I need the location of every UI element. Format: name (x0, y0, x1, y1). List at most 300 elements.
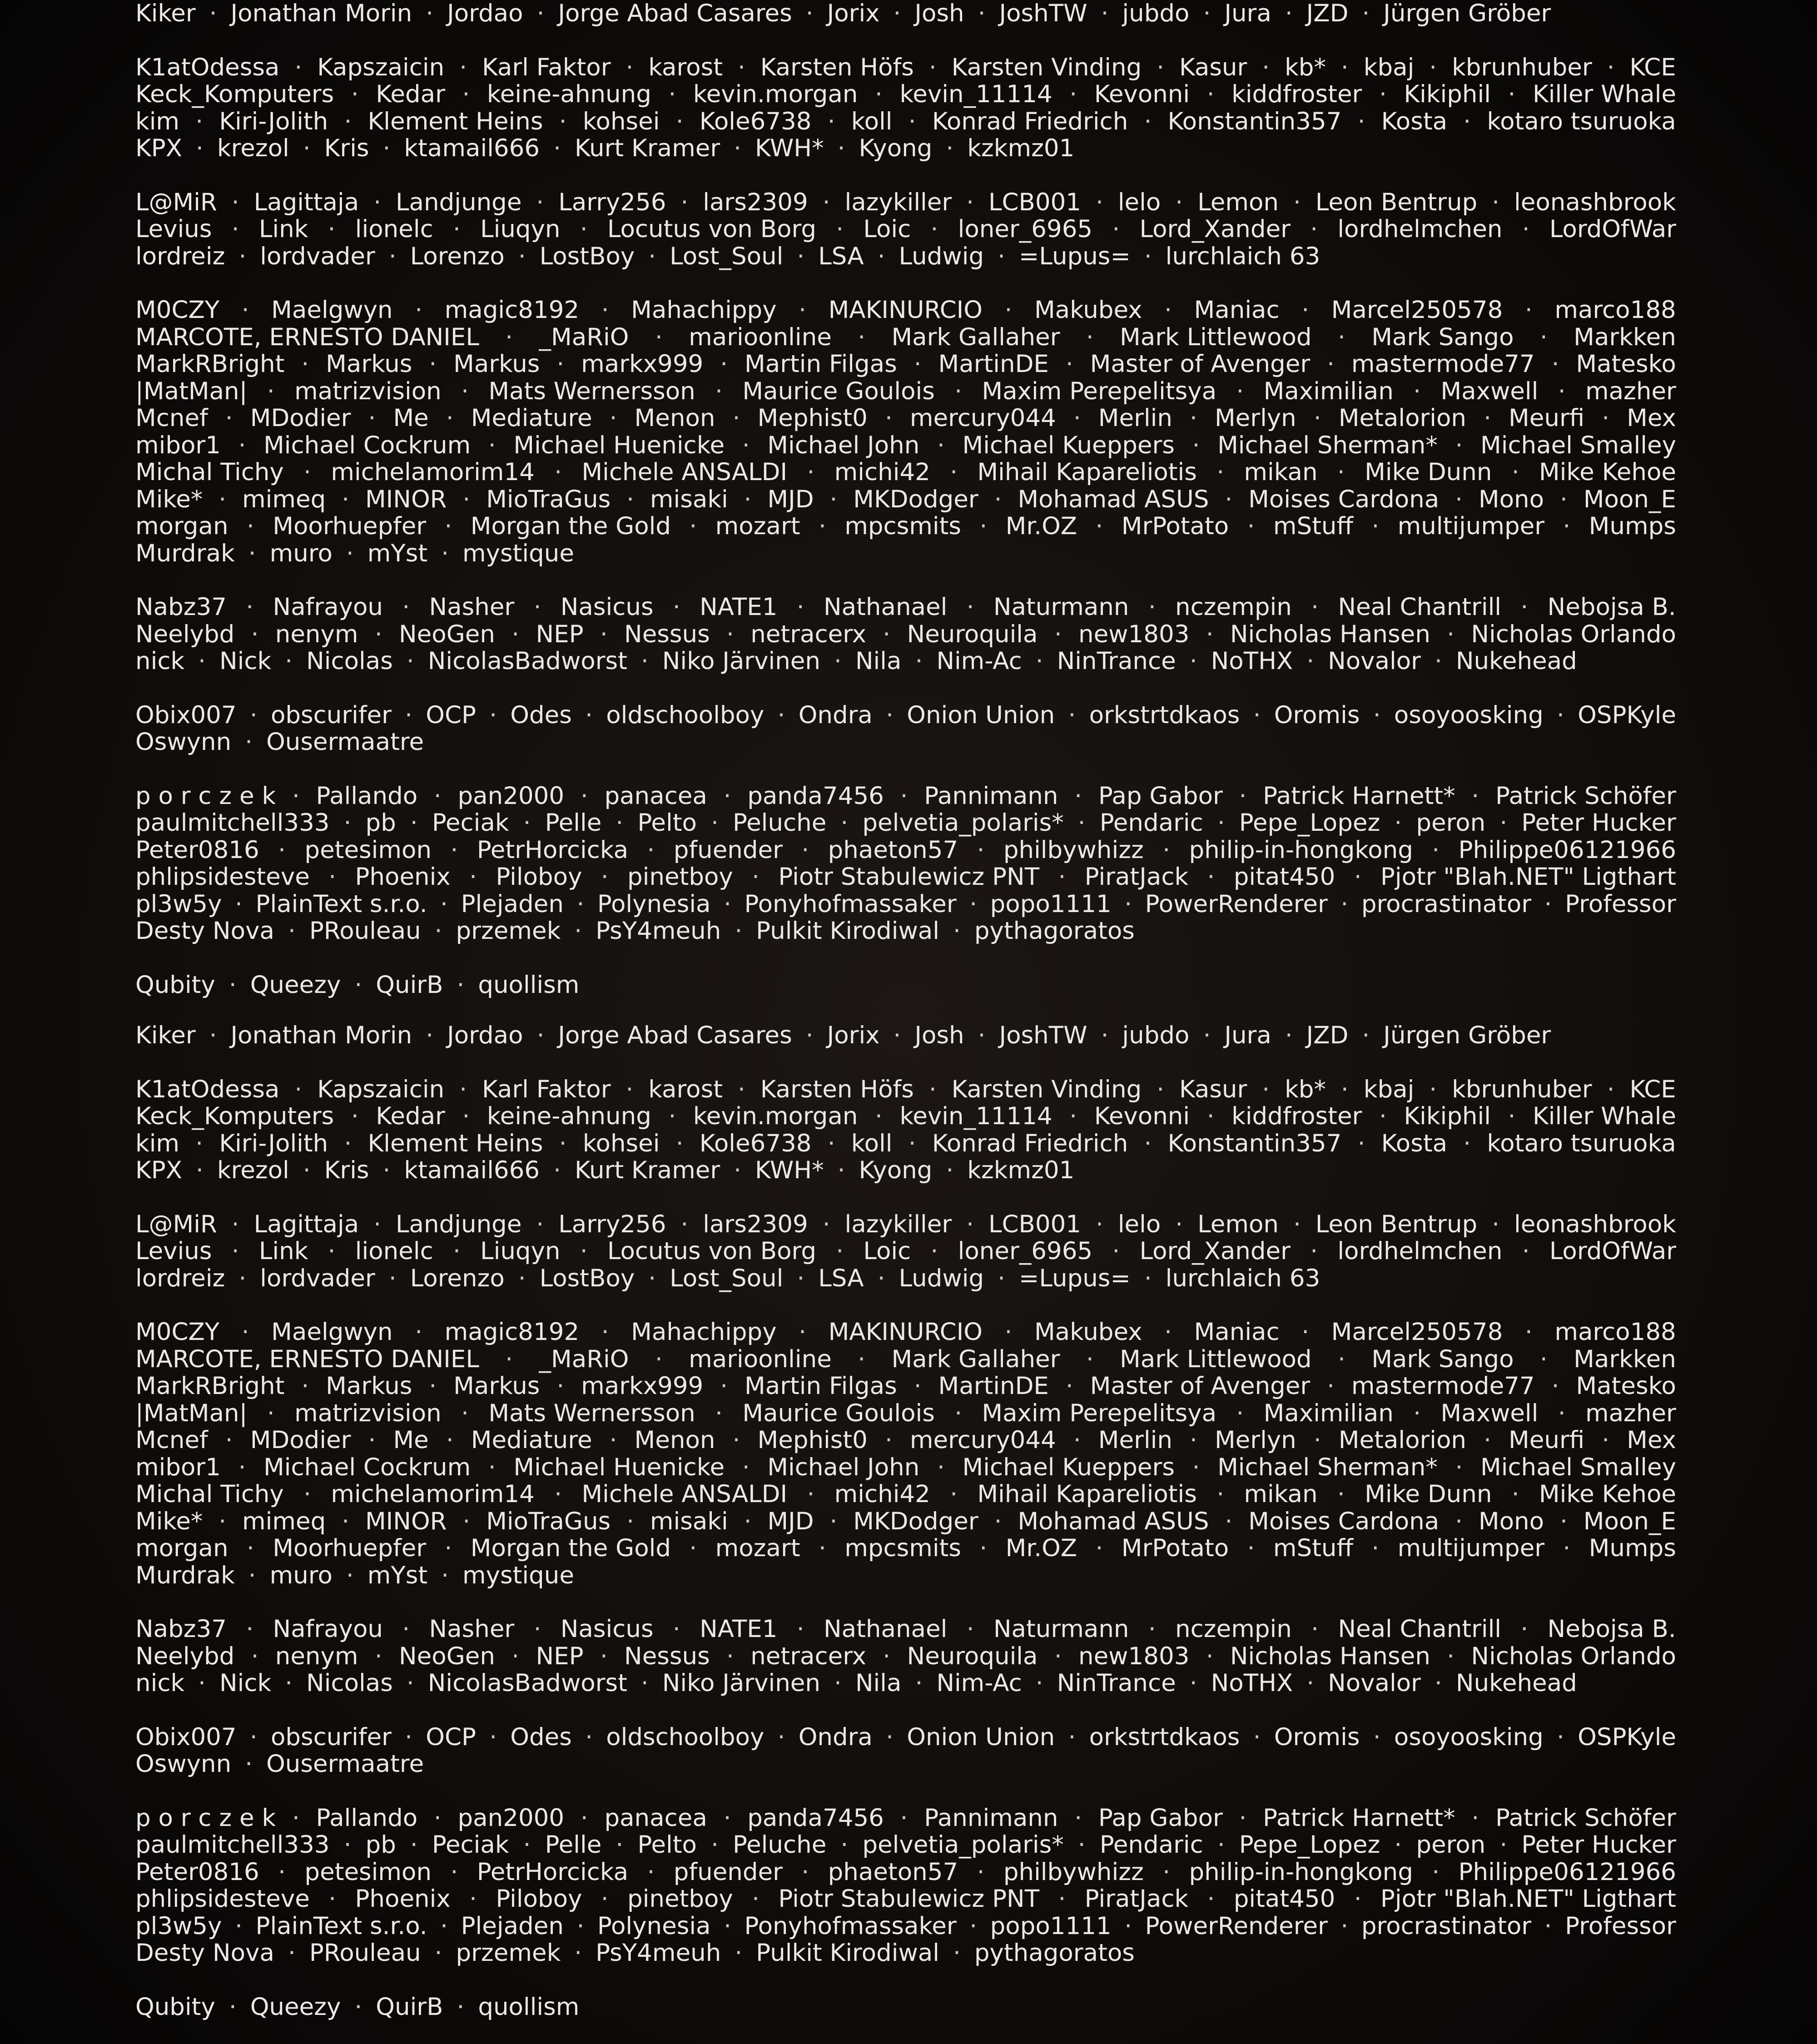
credits-line (135, 702, 1676, 729)
contributor-name: Martin Filgas (745, 1372, 897, 1400)
contributor-name: Patrick Schöfer (1495, 782, 1676, 810)
contributor-name: michi42 (834, 458, 930, 486)
separator-dot: · (946, 1156, 954, 1184)
contributor-name: NoTHX (1211, 1669, 1293, 1697)
separator-dot: · (402, 1615, 410, 1643)
contributor-name: PetrHorcicka (477, 1858, 629, 1886)
contributor-name: Pulkit Kirodiwal (756, 917, 940, 945)
credits-line (135, 648, 1676, 675)
contributor-name: Phoenix (355, 863, 451, 891)
separator-dot: · (238, 1453, 246, 1481)
contributor-name: LordOfWar (1549, 1237, 1676, 1265)
contributor-name: Polynesia (597, 1912, 711, 1940)
contributor-name: nick (135, 647, 185, 675)
separator-dot: · (1073, 1426, 1081, 1454)
separator-dot: · (292, 782, 300, 810)
contributor-name: orkstrtdkaos (1089, 1723, 1240, 1751)
separator-dot: · (1429, 53, 1437, 81)
separator-dot: · (1499, 809, 1508, 837)
contributor-name: Jordao (447, 1022, 523, 1049)
separator-dot: · (241, 1318, 249, 1346)
contributor-name: Josh (914, 1022, 964, 1049)
separator-dot: · (1429, 1075, 1437, 1103)
separator-dot: · (1203, 0, 1211, 27)
contributor-name: NeoGen (399, 1642, 495, 1670)
credits-group-n (135, 1616, 1676, 1697)
separator-dot: · (248, 1561, 256, 1589)
separator-dot: · (1520, 1615, 1529, 1643)
contributor-name: MJD (767, 1507, 814, 1535)
contributor-name: Lord_Xander (1139, 215, 1291, 243)
separator-dot: · (715, 1399, 723, 1427)
contributor-name: Nasher (429, 1615, 515, 1643)
contributor-name: mystique (462, 1561, 574, 1589)
contributor-name: NeoGen (399, 620, 495, 648)
contributor-name: kzkmz01 (967, 1156, 1075, 1184)
contributor-name: Markus (453, 350, 540, 378)
separator-dot: · (343, 1831, 352, 1859)
separator-dot: · (294, 53, 303, 81)
contributor-name: Maxwell (1440, 1399, 1539, 1427)
separator-dot: · (198, 647, 206, 675)
contributor-name: Peter0816 (135, 1858, 259, 1886)
separator-dot: · (429, 350, 437, 378)
separator-dot: · (1190, 1426, 1197, 1454)
separator-dot: · (231, 1210, 239, 1238)
contributor-name: Jura (1224, 0, 1271, 27)
separator-dot: · (462, 1507, 471, 1535)
separator-dot: · (954, 377, 963, 405)
separator-dot: · (680, 1210, 689, 1238)
contributor-name: Pjotr "Blah.NET" Ligthart (1380, 863, 1676, 891)
separator-dot: · (231, 188, 239, 216)
separator-dot: · (1144, 1129, 1152, 1157)
contributor-name: matrizvision (294, 1399, 442, 1427)
separator-dot: · (966, 188, 974, 216)
contributor-name: Neelybd (135, 1642, 235, 1670)
contributor-name: peron (1416, 1831, 1486, 1859)
separator-dot: · (406, 647, 414, 675)
separator-dot: · (1455, 431, 1463, 459)
contributor-name: Piotr Stabulewicz PNT (778, 863, 1040, 891)
contributor-name: misaki (650, 485, 728, 513)
separator-dot: · (1520, 593, 1529, 621)
contributor-name: Maurice Goulois (742, 1399, 935, 1427)
separator-dot: · (405, 701, 413, 729)
separator-dot: · (966, 1210, 974, 1238)
separator-dot: · (711, 809, 719, 837)
separator-dot: · (640, 1669, 649, 1697)
separator-dot: · (796, 1615, 804, 1643)
contributor-name: loner_6965 (958, 1237, 1093, 1265)
separator-dot: · (218, 485, 227, 513)
separator-dot: · (1337, 323, 1345, 351)
separator-dot: · (1310, 1237, 1318, 1265)
contributor-name: Neelybd (135, 620, 235, 648)
separator-dot: · (292, 1804, 300, 1832)
separator-dot: · (1077, 1831, 1086, 1859)
contributor-name: Jorge Abad Casares (558, 0, 792, 27)
separator-dot: · (689, 512, 697, 540)
credits-line (135, 891, 1676, 918)
contributor-name: przemek (456, 917, 561, 945)
separator-dot: · (616, 809, 624, 837)
contributor-name: LostBoy (539, 242, 635, 270)
separator-dot: · (1492, 188, 1500, 216)
contributor-name: Makubex (1034, 296, 1142, 324)
contributor-name: mStuff (1273, 1534, 1353, 1562)
contributor-name: Kyong (859, 1156, 933, 1184)
separator-dot: · (429, 1372, 437, 1400)
contributor-name: Mahachippy (631, 296, 777, 324)
contributor-name: LSA (818, 1264, 864, 1292)
separator-dot: · (248, 539, 256, 567)
separator-dot: · (245, 728, 253, 756)
contributor-name: Michael Cockrum (263, 1453, 471, 1481)
separator-dot: · (734, 134, 741, 162)
contributor-name: MrPotato (1121, 1534, 1229, 1562)
separator-dot: · (1162, 1858, 1171, 1886)
separator-dot: · (1340, 1075, 1349, 1103)
contributor-name: Nicholas Hansen (1230, 1642, 1430, 1670)
contributor-name: Pannimann (924, 782, 1058, 810)
contributor-name: phlipsidesteve (135, 863, 310, 891)
contributor-name: Nessus (624, 620, 710, 648)
contributor-name: M0CZY (135, 1318, 220, 1346)
contributor-name: pan2000 (457, 1804, 565, 1832)
credits-line (135, 1616, 1676, 1643)
separator-dot: · (1192, 431, 1200, 459)
credits-line (135, 1022, 1676, 1049)
separator-dot: · (249, 701, 258, 729)
credits-line (135, 783, 1676, 810)
separator-dot: · (953, 1939, 961, 1967)
separator-dot: · (836, 215, 844, 243)
contributor-name: Kosta (1381, 1129, 1448, 1157)
separator-dot: · (462, 1102, 470, 1130)
contributor-name: Patrick Harnett* (1263, 1804, 1455, 1832)
credits-line (135, 54, 1676, 81)
contributor-name: Landjunge (396, 1210, 522, 1238)
contributor-name: marco188 (1554, 296, 1676, 324)
credits-group-p (135, 783, 1676, 945)
contributor-name: michelamorim14 (331, 458, 535, 486)
separator-dot: · (829, 485, 838, 513)
contributor-name: Mcnef (135, 1426, 208, 1454)
contributor-name: Mike* (135, 485, 203, 513)
separator-dot: · (840, 1831, 849, 1859)
contributor-name: Kris (324, 1156, 369, 1184)
contributor-name: Mono (1478, 1507, 1544, 1535)
separator-dot: · (301, 350, 309, 378)
contributor-name: Markus (453, 1372, 540, 1400)
contributor-name: mYst (367, 539, 428, 567)
separator-dot: · (1096, 1210, 1103, 1238)
contributor-name: Mahachippy (631, 1318, 777, 1346)
separator-dot: · (1069, 80, 1077, 108)
separator-dot: · (585, 1723, 593, 1751)
contributor-name: Nim-Ac (936, 1669, 1022, 1697)
separator-dot: · (228, 971, 237, 999)
separator-dot: · (834, 647, 842, 675)
separator-dot: · (1558, 377, 1566, 405)
contributor-name: Kiri-Jolith (219, 1129, 328, 1157)
separator-dot: · (724, 1912, 731, 1940)
contributor-name: Markken (1574, 1345, 1676, 1373)
separator-dot: · (640, 647, 649, 675)
contributor-name: Obix007 (135, 701, 237, 729)
contributor-name: Peter0816 (135, 836, 259, 864)
contributor-name: kim (135, 107, 180, 135)
contributor-name: Michael John (767, 1453, 920, 1481)
contributor-name: phlipsidesteve (135, 1885, 310, 1913)
separator-dot: · (1203, 1022, 1211, 1049)
contributor-name: obscurifer (270, 1723, 392, 1751)
contributor-name: MDodier (250, 1426, 351, 1454)
separator-dot: · (1301, 296, 1310, 324)
separator-dot: · (1471, 782, 1479, 810)
contributor-name: Link (258, 1237, 308, 1265)
credits-group-l (135, 189, 1676, 270)
contributor-name: Konrad Friedrich (932, 1129, 1128, 1157)
contributor-name: kohsei (582, 107, 660, 135)
contributor-name: pfuender (673, 836, 783, 864)
contributor-name: Oromis (1274, 701, 1360, 729)
separator-dot: · (1432, 1858, 1440, 1886)
credits-line (135, 1535, 1676, 1562)
separator-dot: · (1551, 1372, 1559, 1400)
contributor-name: =Lupus= (1018, 242, 1131, 270)
separator-dot: · (415, 296, 423, 324)
contributor-name: orkstrtdkaos (1089, 701, 1240, 729)
separator-dot: · (462, 485, 471, 513)
contributor-name: Mark Littlewood (1120, 1345, 1312, 1373)
credits-group-m (135, 1319, 1676, 1589)
contributor-name: Kosta (1381, 107, 1448, 135)
separator-dot: · (609, 1426, 617, 1454)
contributor-name: Nila (855, 647, 902, 675)
separator-dot: · (1262, 1075, 1270, 1103)
contributor-name: Master of Avenger (1090, 350, 1311, 378)
separator-dot: · (1539, 323, 1548, 351)
contributor-name: NEP (536, 1642, 584, 1670)
contributor-name: MartinDE (938, 1372, 1049, 1400)
separator-dot: · (523, 809, 531, 837)
contributor-name: Moises Cardona (1248, 485, 1440, 513)
contributor-name: K1atOdessa (135, 53, 280, 81)
separator-dot: · (915, 647, 923, 675)
separator-dot: · (1124, 890, 1132, 918)
contributor-name: Queezy (250, 1993, 341, 2021)
separator-dot: · (1511, 458, 1519, 486)
contributor-name: Me (393, 1426, 429, 1454)
credits-line (135, 1805, 1676, 1832)
contributor-name: popo1111 (990, 1912, 1112, 1940)
contributor-name: Michal Tichy (135, 458, 284, 486)
credits-scroll[interactable] (135, 0, 1676, 2044)
contributor-name: Michele ANSALDI (581, 1480, 788, 1508)
contributor-name: Leon Bentrup (1315, 1210, 1478, 1238)
separator-dot: · (1069, 1102, 1077, 1130)
contributor-name: lionelc (355, 1237, 433, 1265)
separator-dot: · (1463, 107, 1471, 135)
contributor-name: markx999 (581, 350, 704, 378)
contributor-name: lars2309 (703, 1210, 808, 1238)
separator-dot: · (648, 1264, 656, 1292)
contributor-name: panda7456 (747, 1804, 884, 1832)
separator-dot: · (1371, 512, 1380, 540)
credits-line (135, 621, 1676, 648)
separator-dot: · (1559, 485, 1568, 513)
separator-dot: · (1394, 809, 1402, 837)
separator-dot: · (1189, 647, 1197, 675)
separator-dot: · (834, 1669, 842, 1697)
contributor-name: MKDodger (853, 1507, 978, 1535)
contributor-name: PetrHorcicka (477, 836, 629, 864)
contributor-name: Kris (324, 134, 369, 162)
separator-dot: · (979, 1534, 988, 1562)
contributor-name: quollism (478, 971, 580, 999)
separator-dot: · (346, 1561, 354, 1589)
contributor-name: kiddfroster (1231, 1102, 1362, 1130)
separator-dot: · (459, 1075, 467, 1103)
contributor-name: lazykiller (844, 188, 952, 216)
contributor-name: Mats Wernersson (488, 1399, 695, 1427)
contributor-name: p o r c z e k (135, 782, 276, 810)
separator-dot: · (900, 1804, 908, 1832)
separator-dot: · (829, 1507, 838, 1535)
separator-dot: · (668, 80, 676, 108)
contributor-name: Lagittaja (253, 1210, 359, 1238)
separator-dot: · (1253, 1723, 1261, 1751)
credits-line (135, 837, 1676, 864)
separator-dot: · (294, 1075, 303, 1103)
separator-dot: · (554, 1480, 562, 1508)
contributor-name: mastermode77 (1351, 1372, 1535, 1400)
contributor-name: Novalor (1328, 647, 1421, 675)
contributor-name: mercury044 (909, 404, 1056, 432)
contributor-name: Nicolas (306, 1669, 393, 1697)
separator-dot: · (1004, 1318, 1013, 1346)
separator-dot: · (235, 1912, 243, 1940)
credits-group-o (135, 702, 1676, 756)
contributor-name: pfuender (673, 1858, 783, 1886)
separator-dot: · (1432, 836, 1440, 864)
separator-dot: · (1216, 458, 1225, 486)
separator-dot: · (1262, 53, 1270, 81)
separator-dot: · (1101, 0, 1109, 27)
separator-dot: · (354, 971, 362, 999)
separator-dot: · (536, 188, 544, 216)
separator-dot: · (410, 1831, 418, 1859)
credits-line (135, 1346, 1676, 1373)
contributor-name: LostBoy (539, 1264, 635, 1292)
contributor-name: Killer Whale (1532, 80, 1676, 108)
credits-line (135, 1562, 1676, 1589)
contributor-name: paulmitchell333 (135, 809, 330, 837)
separator-dot: · (883, 1642, 891, 1670)
contributor-name: Klement Heins (367, 107, 543, 135)
credits-line (135, 1994, 1676, 2021)
contributor-name: Kedar (376, 80, 445, 108)
contributor-name: pelvetia_polaris* (862, 1831, 1064, 1859)
contributor-name: pelvetia_polaris* (862, 809, 1064, 837)
separator-dot: · (822, 1210, 830, 1238)
separator-dot: · (488, 1453, 496, 1481)
contributor-name: Ponyhofmassaker (744, 1912, 957, 1940)
separator-dot: · (1217, 809, 1225, 837)
credits-line (135, 513, 1676, 540)
credits-line (135, 863, 1676, 891)
contributor-name: Ousermaatre (266, 1750, 424, 1778)
contributor-name: Onion Union (907, 1723, 1055, 1751)
contributor-name: kb* (1285, 53, 1326, 81)
separator-dot: · (1144, 107, 1152, 135)
separator-dot: · (1301, 1318, 1310, 1346)
separator-dot: · (303, 1480, 311, 1508)
contributor-name: Meurfi (1509, 1426, 1585, 1454)
contributor-name: Maelgwyn (271, 296, 393, 324)
contributor-name: PowerRenderer (1145, 890, 1328, 918)
contributor-name: OSPKyle (1578, 1723, 1676, 1751)
contributor-name: nick (135, 1669, 185, 1697)
contributor-name: procrastinator (1361, 890, 1532, 918)
separator-dot: · (601, 1885, 609, 1913)
contributor-name: krezol (217, 134, 289, 162)
contributor-name: lelo (1117, 1210, 1161, 1238)
separator-dot: · (998, 1264, 1005, 1292)
contributor-name: Professor (1565, 890, 1676, 918)
separator-dot: · (720, 350, 728, 378)
separator-dot: · (1124, 1912, 1132, 1940)
contributor-name: Nasicus (560, 593, 654, 621)
contributor-name: Mono (1478, 485, 1544, 513)
separator-dot: · (238, 242, 247, 270)
contributor-name: Niko Järvinen (662, 647, 821, 675)
separator-dot: · (1607, 1075, 1615, 1103)
credits-block (135, 0, 1676, 1022)
contributor-name: Oromis (1274, 1723, 1360, 1751)
separator-dot: · (433, 782, 442, 810)
contributor-name: Mohamad ASUS (1018, 1507, 1209, 1535)
separator-dot: · (368, 1426, 376, 1454)
separator-dot: · (978, 0, 986, 27)
contributor-name: Neal Chantrill (1338, 593, 1502, 621)
contributor-name: Matesko (1576, 1372, 1676, 1400)
separator-dot: · (735, 917, 743, 945)
separator-dot: · (246, 1615, 254, 1643)
contributor-name: MAKINURCIO (828, 296, 983, 324)
separator-dot: · (285, 647, 293, 675)
separator-dot: · (1068, 1723, 1076, 1751)
contributor-name: Larry256 (558, 1210, 666, 1238)
separator-dot: · (1148, 1615, 1156, 1643)
separator-dot: · (884, 404, 893, 432)
contributor-name: Larry256 (558, 188, 666, 216)
contributor-name: Pallando (316, 782, 418, 810)
contributor-name: kohsei (582, 1129, 660, 1157)
separator-dot: · (626, 1507, 634, 1535)
credits-line (135, 297, 1676, 324)
contributor-name: LCB001 (988, 188, 1082, 216)
contributor-name: Piloboy (496, 863, 582, 891)
contributor-name: Nukehead (1455, 1669, 1577, 1697)
separator-dot: · (732, 404, 740, 432)
contributor-name: Peciak (432, 809, 509, 837)
separator-dot: · (1354, 863, 1362, 891)
separator-dot: · (433, 1804, 442, 1832)
separator-dot: · (742, 431, 750, 459)
